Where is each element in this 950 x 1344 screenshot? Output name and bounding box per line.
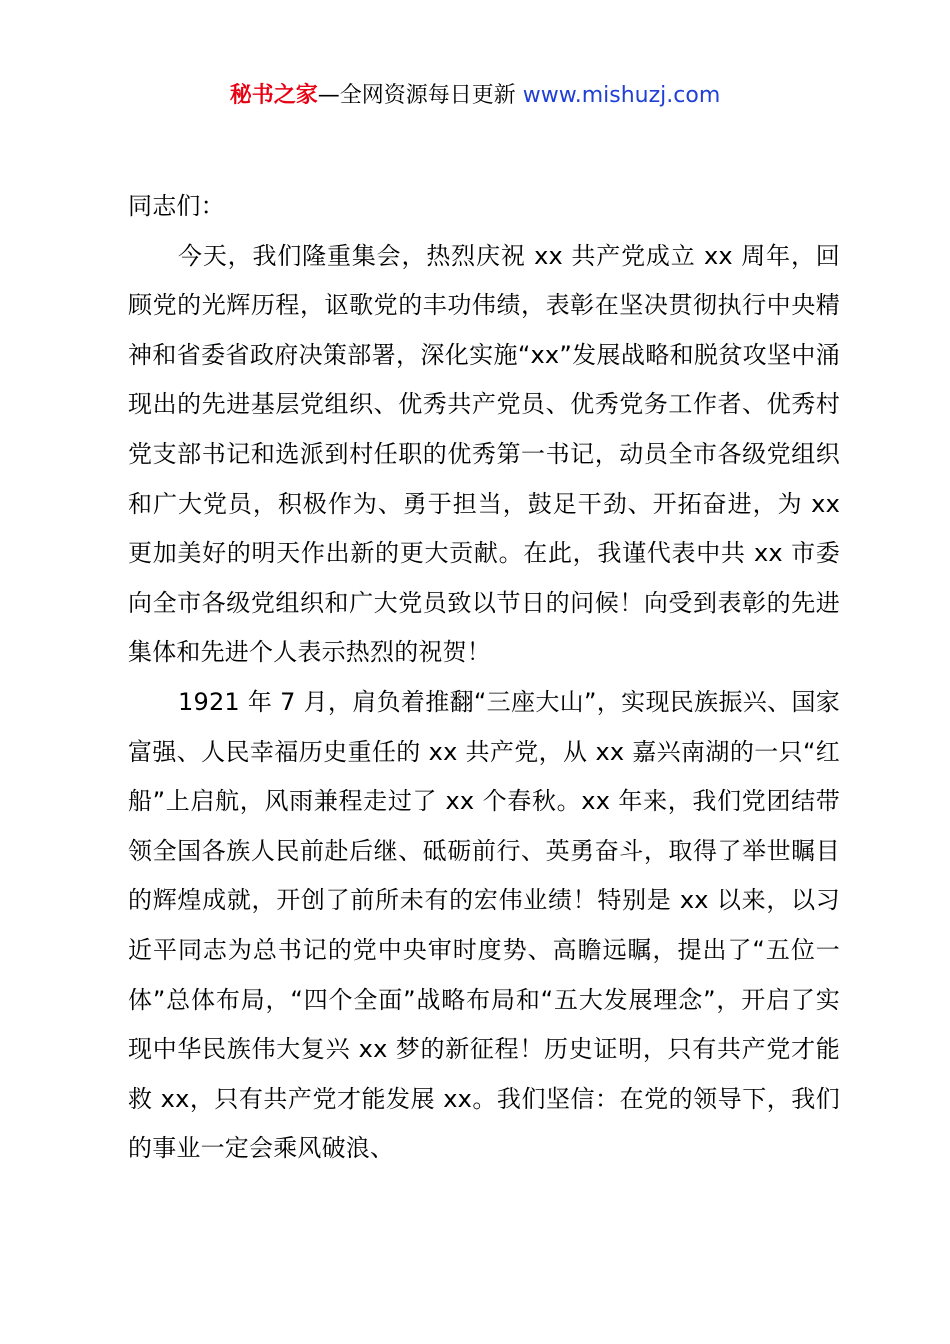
paragraph: 1921 年 7 月，肩负着推翻“三座大山”，实现民族振兴、国家富强、人民幸福历史重任的 xx 共产党，从 xx 嘉兴南湖的一只“红船”上启航，风雨兼程走过了 xx 个春秋。xx 年来，我们党团结带领全国各族人民前赴后继、砥砺前行、英勇奋斗，取得了举世瞩目的辉煌成就，开创了前所未有的宏伟业绩！特别是 xx 以来，以习近平同志为总书记的党中央审时度势、高瞻远瞩，提出了“五位一体”总体布局，“四个全面”战略布局和“五大发展理念”，开启了实现中华民族伟大复兴 xx 梦的新征程！历史证明，只有共产党才能救 xx，只有共产党才能发展 xx。我们坚信：在党的领导下，我们的事业一定会乘风破浪、 xyxy=(128,687,840,1163)
site-tagline: —全网资源每日更新 xyxy=(317,83,523,108)
page-header xyxy=(0,80,950,112)
salutation: 同志们： xyxy=(128,192,225,220)
site-url-link[interactable]: www.mishuzj.com xyxy=(522,83,721,108)
site-brand: 秘书之家 xyxy=(229,83,318,108)
document-body xyxy=(128,182,840,1174)
paragraph: 今天，我们隆重集会，热烈庆祝 xx 共产党成立 xx 周年，回顾党的光辉历程，讴歌党的丰功伟绩，表彰在坚决贯彻执行中央精神和省委省政府决策部署，深化实施“xx”发展战略和脱贫攻坚中涌现出的先进基层党组织、优秀共产党员、优秀党务工作者、优秀村党支部书记和选派到村任职的优秀第一书记，动员全市各级党组织和广大党员，积极作为、勇于担当，鼓足干劲、开拓奋进，为 xx 更加美好的明天作出新的更大贡献。在此，我谨代表中共 xx 市委向全市各级党组织和广大党员致以节日的问候！向受到表彰的先进集体和先进个人表示热烈的祝贺！ xyxy=(128,241,840,667)
